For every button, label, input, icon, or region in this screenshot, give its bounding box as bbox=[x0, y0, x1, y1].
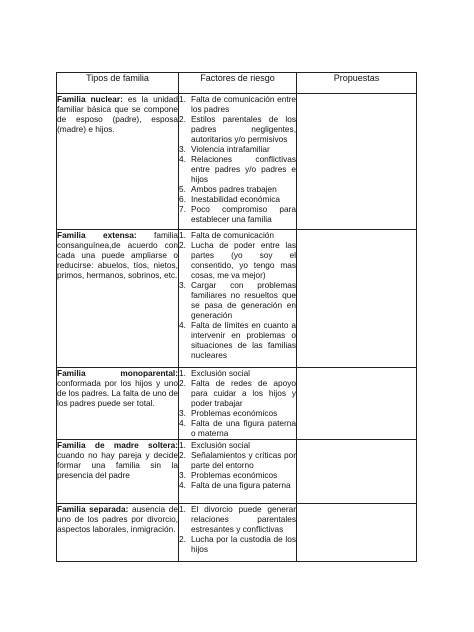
risk-factor-text: Problemas económicos bbox=[191, 470, 278, 480]
list-item-number: 1. bbox=[179, 368, 186, 378]
list-item bbox=[179, 504, 296, 534]
proposal-cell bbox=[297, 230, 417, 368]
proposal-cell bbox=[297, 94, 417, 230]
list-item bbox=[179, 368, 296, 378]
risk-factor-list bbox=[179, 504, 296, 554]
risk-factor-text: Exclusión social bbox=[191, 440, 251, 450]
family-type-description: conformada por los hijos y uno de los padres. La falta de uno de los padres puede ser total. bbox=[57, 378, 178, 408]
list-item-number: 1. bbox=[179, 440, 186, 450]
list-item bbox=[179, 94, 296, 114]
risk-factor-text: Relaciones conflictivas entre padres y/o padres e hijos bbox=[191, 154, 296, 184]
risk-factor-text: Falta de límites en cuanto a intervenir en problemas o situaciones de las familias nucleares bbox=[191, 320, 296, 360]
list-item bbox=[179, 480, 296, 490]
family-type-title: Familia separada: bbox=[57, 504, 129, 514]
table-row bbox=[57, 94, 417, 230]
list-item bbox=[179, 204, 296, 224]
list-item bbox=[179, 418, 296, 438]
list-item-number: 2. bbox=[179, 240, 186, 250]
risk-factor-text: Inestabilidad económica bbox=[191, 194, 281, 204]
list-item-number: 4. bbox=[179, 480, 186, 490]
list-item-number: 2. bbox=[179, 114, 186, 124]
family-type-description: es la unidad familiar básica que se compone de esposo (padre), esposa (madre) e hijos. bbox=[57, 94, 179, 134]
risk-factor-text: Exclusión social bbox=[191, 368, 251, 378]
family-type-title: Familia de madre soltera: bbox=[57, 440, 178, 450]
list-item-number: 5. bbox=[179, 184, 186, 194]
family-type-description: familia consanguínea,de acuerdo con cada una puede ampliarse o reducirse: abuelos, tíos, nietos, primos, hermanos, sobrinos, etc. bbox=[57, 230, 178, 280]
family-type-cell bbox=[57, 230, 179, 368]
family-type-cell bbox=[57, 368, 179, 440]
family-type-cell bbox=[57, 94, 179, 230]
list-item bbox=[179, 440, 296, 450]
table-header-row bbox=[57, 73, 417, 94]
list-item bbox=[179, 280, 296, 320]
risk-factors-cell bbox=[179, 440, 297, 504]
list-item-number: 1. bbox=[179, 230, 186, 240]
proposal-cell bbox=[297, 440, 417, 504]
header-risk-factors: Factores de riesgo bbox=[179, 73, 297, 94]
list-item-number: 4. bbox=[179, 320, 186, 330]
risk-factor-text: Violencia intrafamiliar bbox=[191, 144, 270, 154]
list-item-number: 3. bbox=[179, 470, 186, 480]
list-item-number: 4. bbox=[179, 154, 186, 164]
risk-factor-text: Poco compromiso para establecer una familia bbox=[191, 204, 296, 224]
list-item bbox=[179, 184, 296, 194]
header-family-types: Tipos de familia bbox=[57, 73, 179, 94]
header-proposals: Propuestas bbox=[297, 73, 417, 94]
risk-factor-list bbox=[179, 368, 296, 438]
risk-factor-text: Ambos padres trabajen bbox=[191, 184, 277, 194]
list-item-number: 2. bbox=[179, 378, 186, 388]
family-type-cell bbox=[57, 440, 179, 504]
list-item bbox=[179, 154, 296, 184]
risk-factor-text: Estilos parentales de los padres negligentes, autoritarios y/o permisivos bbox=[191, 114, 296, 144]
risk-factors-cell bbox=[179, 230, 297, 368]
risk-factor-list bbox=[179, 230, 296, 360]
risk-factor-text: Lucha de poder entre las partes (yo soy el consentido, yo tengo mas cosas, me va mejor) bbox=[191, 240, 296, 280]
list-item-number: 7. bbox=[179, 204, 186, 214]
list-item-number: 4. bbox=[179, 418, 186, 428]
list-item bbox=[179, 320, 296, 360]
risk-factor-text: El divorcio puede generar relaciones parentales estresantes y conflictivas bbox=[191, 504, 296, 534]
list-item-number: 3. bbox=[179, 144, 186, 154]
family-type-cell bbox=[57, 504, 179, 562]
family-type-title: Familia nuclear: bbox=[57, 94, 123, 104]
risk-factor-text: Lucha por la custodia de los hijos bbox=[191, 534, 296, 554]
list-item-number: 1. bbox=[179, 94, 186, 104]
list-item-number: 1. bbox=[179, 504, 186, 514]
risk-factor-text: Falta de una figura paterna bbox=[191, 480, 291, 490]
risk-factor-text: Falta de comunicación bbox=[191, 230, 275, 240]
list-item bbox=[179, 378, 296, 408]
list-item bbox=[179, 194, 296, 204]
risk-factor-list bbox=[179, 94, 296, 224]
table-row bbox=[57, 504, 417, 562]
risk-factors-cell bbox=[179, 94, 297, 230]
risk-factor-text: Falta de redes de apoyo para cuidar a los hijos y poder trabajar bbox=[191, 378, 296, 408]
risk-factor-text: Falta de una figura paterna o materna bbox=[191, 418, 296, 438]
list-item bbox=[179, 534, 296, 554]
risk-factor-text: Problemas económicos bbox=[191, 408, 278, 418]
risk-factor-list bbox=[179, 440, 296, 490]
list-item bbox=[179, 230, 296, 240]
risk-factor-text: Señalamientos y críticas por parte del entorno bbox=[191, 450, 296, 470]
list-item-number: 3. bbox=[179, 280, 186, 290]
proposal-cell bbox=[297, 368, 417, 440]
risk-factor-text: Cargar con problemas familiares no resueltos que se pasa de generación en generación bbox=[191, 280, 296, 320]
table-body bbox=[57, 94, 417, 562]
list-item bbox=[179, 144, 296, 154]
list-item bbox=[179, 240, 296, 280]
table-row bbox=[57, 368, 417, 440]
risk-factors-cell bbox=[179, 368, 297, 440]
list-item-number: 6. bbox=[179, 194, 186, 204]
list-item bbox=[179, 470, 296, 480]
list-item bbox=[179, 114, 296, 144]
table-row bbox=[57, 440, 417, 504]
list-item-number: 2. bbox=[179, 534, 186, 544]
family-type-title: Familia monoparental: bbox=[57, 368, 178, 378]
family-type-description: ausencia de uno de los padres por divorcio, aspectos laborales, inmigración. bbox=[57, 504, 178, 534]
list-item-number: 3. bbox=[179, 408, 186, 418]
family-risk-table bbox=[56, 72, 417, 562]
proposal-cell bbox=[297, 504, 417, 562]
family-type-description: cuando no hay pareja y decide formar una familia sin la presencia del padre bbox=[57, 450, 178, 480]
family-type-title: Familia extensa: bbox=[57, 230, 137, 240]
list-item bbox=[179, 408, 296, 418]
risk-factor-text: Falta de comunicación entre los padres bbox=[191, 94, 296, 114]
list-item-number: 2. bbox=[179, 450, 186, 460]
list-item bbox=[179, 450, 296, 470]
risk-factors-cell bbox=[179, 504, 297, 562]
table-row bbox=[57, 230, 417, 368]
